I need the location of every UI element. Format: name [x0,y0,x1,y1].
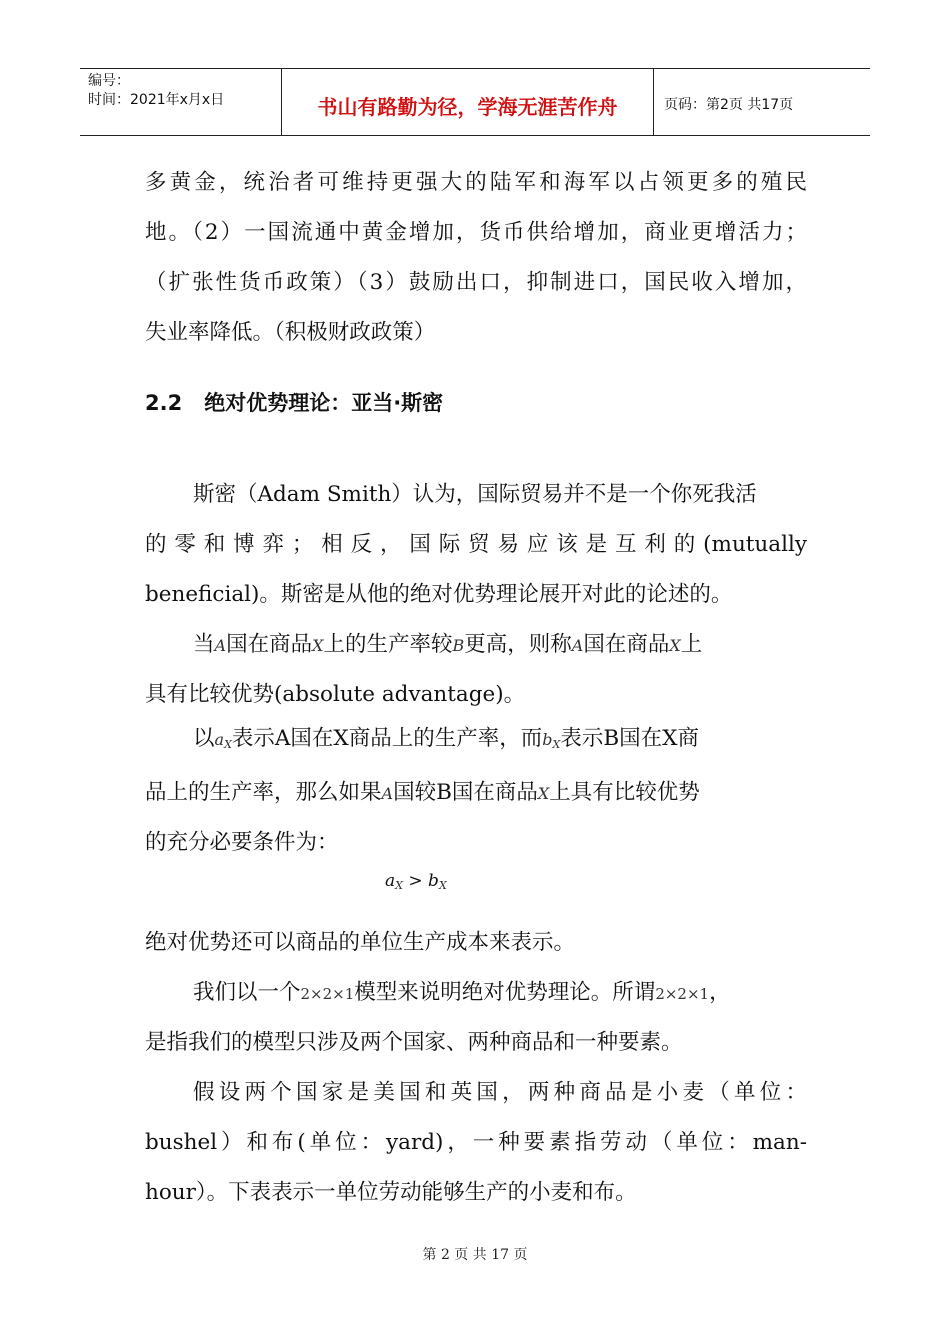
text-span: 以 [193,726,215,751]
text-span: 表示A国在X商品上的生产率，而 [231,726,543,751]
var-X: X [312,636,324,655]
text-span: 国在商品 [226,632,313,657]
paragraph-line: 地。（2）一国流通中黄金增加，货币供给增加，商业更增活力； [145,220,807,245]
text-span: 当 [193,632,215,657]
var-b: b [542,730,553,749]
paragraph-line: 多黄金，统治者可维持更强大的陆军和海军以占领更多的殖民 [145,170,807,195]
section-heading [145,388,443,418]
formula-b: b [428,871,439,891]
paragraph-line: 是指我们的模型只涉及两个国家、两种商品和一种要素。 [145,1030,683,1055]
formula-subscript: X [438,879,447,892]
formula [385,868,447,899]
paragraph-line: （扩张性货币政策）（3）鼓励出口，抑制进口，国民收入增加， [145,270,807,295]
section-title: 绝对优势理论：亚当·斯密 [204,391,444,415]
paragraph-line: 假设两个国家是美国和英国，两种商品是小麦（单位： [193,1080,807,1105]
paragraph-line: hour）。下表表示一单位劳动能够生产的小麦和布。 [145,1180,637,1205]
header-table [80,68,870,136]
paragraph-line: 绝对优势还可以商品的单位生产成本来表示。 [145,930,576,955]
text-span: 国较B国在商品 [393,780,538,805]
formula-a: a [385,871,396,891]
model-notation: 2×2×1 [300,985,355,1003]
paragraph-line [145,978,807,1009]
serial-label: 编号： [88,73,130,89]
subscript-x: X [552,738,561,751]
text-span: 模型来说明绝对优势理论。所谓 [354,980,656,1005]
formula-subscript: X [395,879,403,892]
time-label: 时间：2021年x月x日 [88,92,225,108]
text-span: 上 [680,632,703,657]
text-span: 我们以一个 [193,980,301,1005]
paragraph-line [145,778,807,809]
paragraph-line: bushel）和布(单位：yard)，一种要素指劳动（单位：man- [145,1130,807,1155]
subscript-x: X [224,738,232,751]
motto: 书山有路勤为径，学海无涯苦作舟 [282,69,654,135]
section-number: 2.2 [145,391,183,415]
var-X: X [537,784,550,803]
header-meta-cell [80,69,282,135]
paragraph-line: 失业率降低。（积极财政政策） [145,320,436,345]
var-a: a [214,730,225,749]
text-span: 品上的生产率，那么如果 [145,780,382,805]
var-A: A [214,636,227,655]
page-info: 页码：第2页 共17页 [664,97,794,113]
text-span: ， [709,980,731,1005]
page-footer: 第 2 页 共 17 页 [422,1247,528,1263]
text-span: 国在商品 [583,632,670,657]
text-span: 更高，则称 [464,632,572,657]
text-span: 表示B国在X商 [560,726,699,751]
formula-gt: > [402,871,429,891]
paragraph-line [145,630,807,661]
paragraph-line: 具有比较优势(absolute advantage)。 [145,682,526,707]
var-X: X [669,636,681,655]
paragraph-line: 斯密（Adam Smith）认为，国际贸易并不是一个你死我活 [193,482,757,507]
text-span: 上的生产率较 [323,632,453,657]
model-notation: 2×2×1 [655,985,710,1003]
paragraph-line: 的零和博弈；相反，国际贸易应该是互利的(mutually [145,532,807,557]
paragraph-line: beneficial)。斯密是从他的绝对优势理论展开对此的论述的。 [145,582,733,607]
var-B: B [452,636,465,655]
var-A: A [571,636,584,655]
paragraph-line: 的充分必要条件为： [145,830,339,855]
var-A: A [381,784,394,803]
paragraph-line [145,724,807,760]
text-span: 上具有比较优势 [549,780,700,805]
